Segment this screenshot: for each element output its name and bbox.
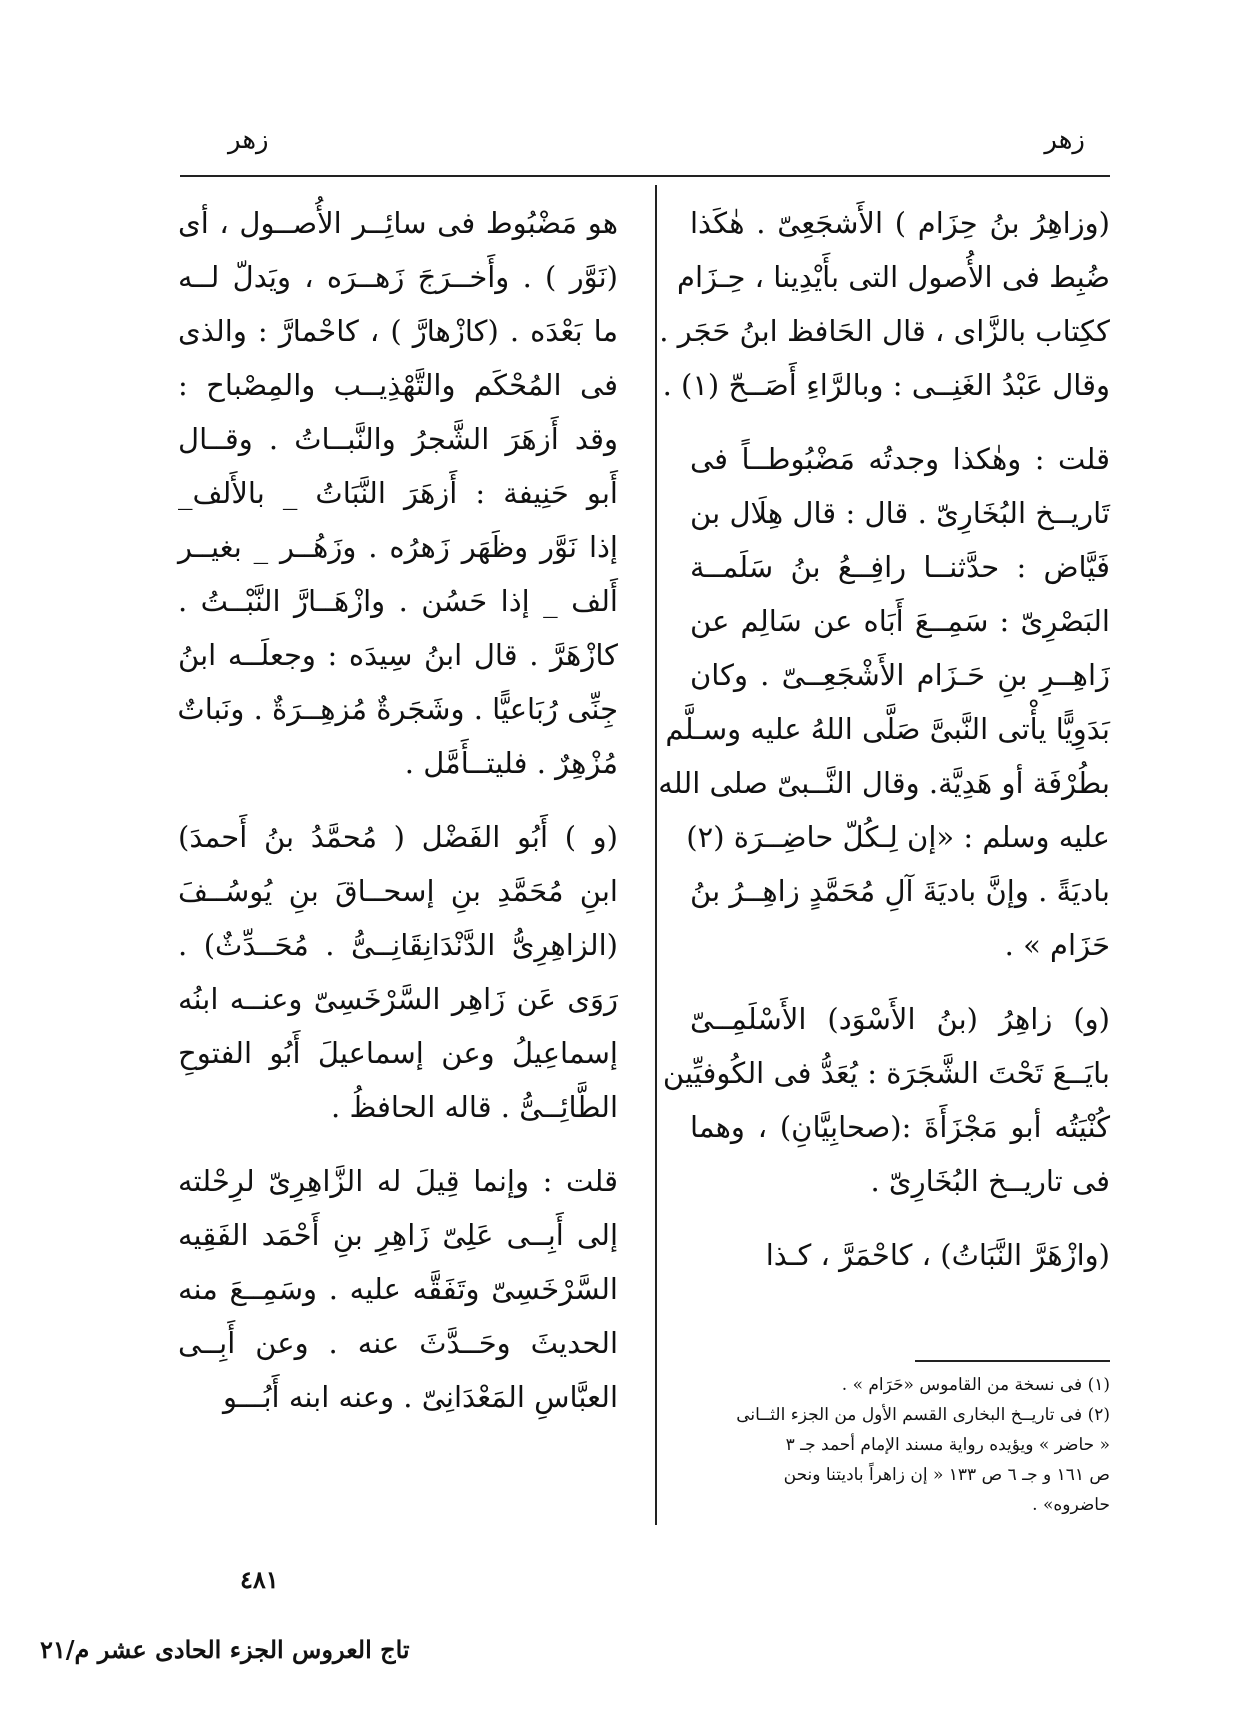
paragraph — [658, 432, 1110, 972]
text-line: الحديثَ وحَــدَّثَ عنه . وعن أَبِــى — [178, 1326, 618, 1360]
text-line: كازْهَرَّ . قال ابنُ سِيدَه : وجعلَــه ابنُ — [178, 638, 618, 672]
text-line: قلت : وإنما قِيلَ له الزَّاهِرِىّ لرِحْلته — [178, 1164, 618, 1198]
page-number: ٤٨١ — [240, 1565, 279, 1594]
text-line: بايَــعَ تَحْتَ الشَّجَرَة : يُعَدُّ فى الكُوفيِّين — [662, 1056, 1110, 1090]
footnote-line: (١) فى نسخة من القاموس «حَرَام » . — [841, 1375, 1110, 1395]
paragraph — [662, 992, 1110, 1208]
paragraph — [178, 1154, 618, 1424]
text-line: كُنْيَتُه أبو مَجْزَأَةَ :(صحابِيَّانِ) ، وهما — [690, 1110, 1110, 1144]
text-line: (وازْهَرَّ النَّبَاتُ) ، كاحْمَرَّ ، كـذا — [765, 1238, 1110, 1272]
text-line: البَصْرِىّ : سَمِــعَ أَبَاه عن سَالِم عن — [690, 604, 1110, 638]
footnote-line: ص ١٦١ و جـ ٦ ص ١٣٣ « إن زاهراً باديتنا ونحن — [783, 1465, 1110, 1485]
text-line: فَيَّاض : حدَّثنــا رافِــعُ بنُ سَلَمــة — [690, 550, 1110, 584]
text-line: الطَّائِــىُّ . قاله الحافظُ . — [331, 1090, 618, 1124]
text-line: أَبو حَنِيفة : أَزهَرَ النَّبَاتُ _ بالأَلف_ — [178, 476, 618, 510]
header-rule — [180, 175, 1110, 177]
text-line: ابنِ مُحَمَّدِ بنِ إسحــاقَ بنِ يُوسُــفَ — [178, 874, 618, 908]
column-divider — [655, 185, 657, 1525]
footnote-line: « حاضر » ويؤيده رواية مسند الإمام أحمد جـ ٣ — [785, 1435, 1110, 1455]
paragraph — [178, 196, 618, 790]
text-line: وقال عَبْدُ الغَنِــى : وبالرَّاءِ أَصَــحّ (١) . — [662, 368, 1110, 402]
footnote-line: (٢) فى تاريــخ البخارى القسم الأول من الجزء الثــانى — [736, 1405, 1110, 1425]
text-line: قلت : وهٰكذا وجدتُه مَضْبُوطــاً فى — [690, 442, 1110, 476]
footnotes — [690, 1370, 1110, 1520]
text-line: بطُرْفَة أو هَدِيَّة. وقال النَّــبىّ صلى الله — [658, 766, 1110, 800]
text-line: مُزْهِرٌ . فليتــأَمَّل . — [404, 746, 618, 780]
text-line: (و ) أَبُو الفَضْل ( مُحمَّدُ بنُ أَحمدَ) — [178, 820, 618, 854]
text-line: أَلف _ إذا حَسُن . وازْهَــارَّ النَّبْــتُ . — [178, 584, 618, 618]
running-header-left: زهر — [228, 125, 269, 155]
text-line: تَاريــخ البُخَارِىّ . قال : قال هِلَال بن — [690, 496, 1110, 530]
text-line: (نَوَّر ) . وأَخــرَجَ زَهــرَه ، ويَدلّ لــه — [178, 260, 618, 294]
book-footer: تاج العروس الجزء الحادى عشر م/٢١ — [40, 1635, 410, 1664]
footnote-rule — [915, 1360, 1110, 1362]
text-line: ككِتاب بالزَّاى ، قال الحَافظ ابنُ حَجَر . — [659, 314, 1110, 348]
paragraph — [659, 196, 1110, 412]
text-line: إذا نَوَّر وظَهَر زَهرُه . وزَهُــر _ بغيــر — [178, 530, 618, 564]
text-line: (و) زاهِرُ (بنُ الأَسْوَد) الأَسْلَمِــىّ — [690, 1002, 1110, 1036]
paragraph — [178, 810, 618, 1134]
text-line: فى المُحْكَم والتَّهْذِيــب والمِصْباح : — [178, 368, 618, 402]
text-line: إلى أَبِــى عَلِىّ زَاهِرِ بنِ أَحْمَد الفَقِيه — [178, 1218, 618, 1252]
text-line: ضُبِط فى الأُصول التى بأَيْدِينا ، حِـزَام — [677, 260, 1110, 294]
text-line: هو مَضْبُوط فى سائِــر الأُصــول ، أى — [178, 206, 618, 240]
text-line: رَوَى عَن زَاهِر السَّرْخَسِىّ وعنــه ابنُه — [178, 982, 618, 1016]
footnote-line: حاضروه» . — [1032, 1495, 1110, 1515]
text-line: فى تاريــخ البُخَارِىّ . — [870, 1164, 1110, 1198]
right-column — [658, 196, 1110, 1302]
text-line: (الزاهِرِىُّ الدَّنْدَانِقَانِــىُّ . مُحَــدِّثٌ) . — [178, 928, 618, 962]
text-line: بَدَوِيًّا يأْتى النَّبىَّ صَلَّى اللهُ عليه وسـلَّم — [665, 712, 1110, 746]
text-line: العبَّاسِ المَعْدَانِىّ . وعنه ابنه أَبُـــو — [223, 1380, 618, 1414]
text-line: وقد أَزهَرَ الشَّجرُ والنَّبــاتُ . وقــال — [178, 422, 618, 456]
text-line: حَزَام » . — [1004, 928, 1110, 962]
text-line: باديَةً . وإنَّ باديَةَ آلِ مُحَمَّدٍ زاهِــرُ بنُ — [690, 874, 1110, 908]
text-line: (وزاهِرُ بنُ حِزَام ) الأَشجَعِىّ . هٰكَذا — [690, 206, 1110, 240]
text-line: السَّرْخَسِىّ وتَفَقَّه عليه . وسَمِــعَ منه — [178, 1272, 618, 1306]
text-line: زَاهِــرِ بنِ حَـزَام الأَشْجَعِــىّ . وكان — [690, 658, 1110, 692]
text-line: عليه وسلم : «إن لِـكُلّ حاضِــرَة (٢) — [686, 820, 1110, 854]
text-line: جِنِّى رُبَاعيًّا . وشَجَرةٌ مُزهِــرَةٌ . ونَباتٌ — [177, 692, 618, 726]
left-column — [178, 196, 618, 1444]
paragraph — [690, 1228, 1110, 1282]
text-line: ما بَعْدَه . (كازْهارَّ ) ، كاحْمارَّ : والذى — [178, 314, 618, 348]
text-line: إسماعِيلُ وعن إسماعيلَ أَبُو الفتوحِ — [178, 1036, 618, 1070]
running-header-right: زهر — [1044, 125, 1085, 155]
